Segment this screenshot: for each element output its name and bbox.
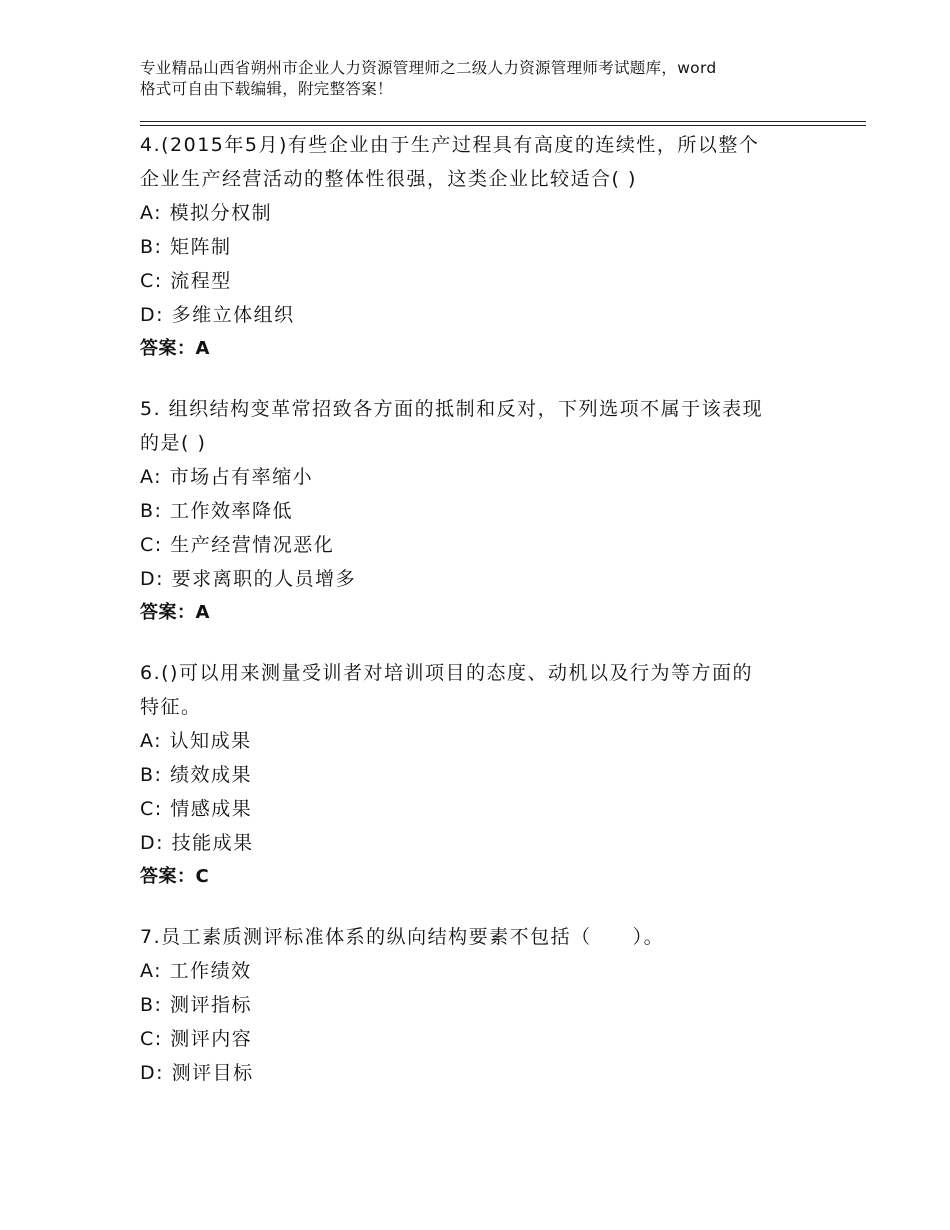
header-rule-top	[140, 121, 866, 122]
question-text-line: 5. 组织结构变革常招致各方面的抵制和反对，下列选项不属于该表现	[140, 398, 764, 420]
question-6	[140, 656, 840, 894]
option-a: A: 认知成果	[140, 730, 252, 752]
option-d: D: 测评目标	[140, 1062, 254, 1084]
option-b: B: 测评指标	[140, 994, 252, 1016]
option-c: C: 测评内容	[140, 1028, 253, 1050]
document-header	[140, 58, 840, 100]
option-b: B: 绩效成果	[140, 764, 252, 786]
option-a: A: 工作绩效	[140, 960, 252, 982]
answer-label: 答案：A	[140, 338, 210, 359]
option-a: A: 模拟分权制	[140, 202, 273, 224]
question-text-line: 企业生产经营活动的整体性很强，这类企业比较适合( )	[140, 168, 637, 190]
question-text-line: 7.员工素质测评标准体系的纵向结构要素不包括（ ）。	[140, 926, 665, 948]
option-b: B: 工作效率降低	[140, 500, 293, 522]
question-4	[140, 128, 840, 366]
option-b: B: 矩阵制	[140, 236, 232, 258]
header-rule-bottom	[140, 125, 866, 126]
option-d: D: 技能成果	[140, 832, 254, 854]
option-c: C: 流程型	[140, 270, 232, 292]
option-c: C: 生产经营情况恶化	[140, 534, 335, 556]
header-line-2: 格式可自由下载编辑，附完整答案！	[140, 80, 393, 98]
question-7	[140, 920, 840, 1090]
option-d: D: 要求离职的人员增多	[140, 568, 357, 590]
question-text-line: 特征。	[140, 696, 202, 718]
option-d: D: 多维立体组织	[140, 304, 295, 326]
question-text-line: 6.()可以用来测量受训者对培训项目的态度、动机以及行为等方面的	[140, 662, 753, 684]
answer-label: 答案：C	[140, 866, 210, 887]
question-text-line: 的是( )	[140, 432, 207, 454]
question-list	[140, 128, 840, 1116]
question-text-line: 4.(2015年5月)有些企业由于生产过程具有高度的连续性，所以整个	[140, 134, 760, 156]
option-c: C: 情感成果	[140, 798, 253, 820]
option-a: A: 市场占有率缩小	[140, 466, 314, 488]
answer-label: 答案：A	[140, 602, 210, 623]
header-line-1: 专业精品山西省朔州市企业人力资源管理师之二级人力资源管理师考试题库，word	[140, 59, 717, 77]
question-5	[140, 392, 840, 630]
